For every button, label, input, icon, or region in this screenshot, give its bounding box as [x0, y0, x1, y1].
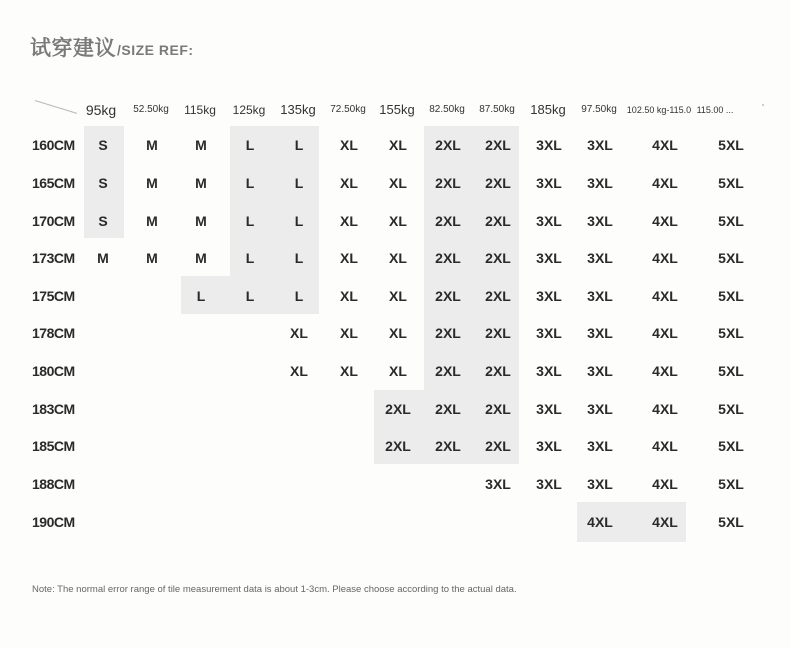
size-cell: M	[146, 175, 158, 191]
size-cell: 3XL	[536, 363, 562, 379]
weight-header: 82.50kg	[429, 104, 465, 115]
size-cell: XL	[340, 325, 358, 341]
weight-header: 95kg	[85, 101, 117, 118]
size-cell: 4XL	[652, 213, 678, 229]
size-cell: 3XL	[536, 325, 562, 341]
size-cell: 5XL	[718, 250, 744, 266]
size-cell: 2XL	[385, 438, 411, 454]
size-cell: 3XL	[587, 213, 613, 229]
size-cell: L	[294, 175, 304, 191]
size-cell: 3XL	[536, 175, 562, 191]
weight-header: 102.50 kg-115.0	[626, 104, 692, 115]
height-label: 190CM	[32, 514, 75, 530]
size-cell: L	[245, 250, 255, 266]
size-cell: 2XL	[435, 325, 461, 341]
size-cell: 4XL	[652, 363, 678, 379]
size-cell: 5XL	[718, 175, 744, 191]
weight-header: 125kg	[232, 102, 266, 117]
size-cell: 4XL	[652, 325, 678, 341]
size-cell: 4XL	[652, 250, 678, 266]
size-cell: S	[98, 137, 108, 153]
size-cell: L	[294, 213, 304, 229]
height-label: 170CM	[32, 213, 75, 229]
size-cell: 3XL	[587, 325, 613, 341]
size-cell: 4XL	[652, 476, 678, 492]
size-cell: 4XL	[652, 401, 678, 417]
measurement-note: Note: The normal error range of tile measurement data is about 1-3cm. Please choose according to the actual data.	[32, 584, 517, 595]
size-cell: 2XL	[435, 250, 461, 266]
size-cell: L	[294, 137, 304, 153]
size-cell: XL	[340, 288, 358, 304]
size-cell: M	[146, 250, 158, 266]
size-cell: 5XL	[718, 363, 744, 379]
size-cell: 3XL	[587, 137, 613, 153]
size-cell: 5XL	[718, 514, 744, 530]
size-cell: XL	[290, 363, 308, 379]
size-cell: 3XL	[587, 363, 613, 379]
shade-l-upper	[230, 126, 319, 276]
size-cell: 4XL	[652, 175, 678, 191]
size-cell: 2XL	[435, 213, 461, 229]
size-cell: 4XL	[652, 137, 678, 153]
weight-header: 97.50kg	[581, 104, 617, 115]
size-cell: M	[146, 213, 158, 229]
height-label: 165CM	[32, 175, 75, 191]
size-cell: M	[146, 137, 158, 153]
height-label: 180CM	[32, 363, 75, 379]
height-label: 160CM	[32, 137, 75, 153]
size-cell: 4XL	[652, 288, 678, 304]
size-cell: 5XL	[718, 438, 744, 454]
size-cell: XL	[340, 363, 358, 379]
size-cell: L	[245, 175, 255, 191]
header-dot	[762, 104, 764, 106]
size-cell: 2XL	[485, 175, 511, 191]
size-cell: 5XL	[718, 288, 744, 304]
height-label: 178CM	[32, 325, 75, 341]
size-cell: M	[195, 137, 207, 153]
size-cell: 5XL	[718, 476, 744, 492]
size-cell: L	[196, 288, 206, 304]
size-cell: XL	[389, 288, 407, 304]
size-cell: M	[195, 175, 207, 191]
size-cell: 2XL	[435, 363, 461, 379]
size-cell: L	[245, 213, 255, 229]
size-cell: 3XL	[536, 401, 562, 417]
height-label: 183CM	[32, 401, 75, 417]
size-cell: 3XL	[587, 250, 613, 266]
size-cell: 3XL	[536, 288, 562, 304]
size-cell: S	[98, 213, 108, 229]
size-cell: 2XL	[485, 288, 511, 304]
size-cell: 3XL	[587, 288, 613, 304]
weight-header: 52.50kg	[133, 104, 169, 115]
size-cell: 2XL	[435, 137, 461, 153]
size-cell: L	[294, 250, 304, 266]
size-cell: 4XL	[652, 514, 678, 530]
page-title	[30, 32, 194, 62]
height-label: 185CM	[32, 438, 75, 454]
size-cell: XL	[290, 325, 308, 341]
title-sub: /SIZE REF:	[117, 42, 194, 58]
weight-header: 135kg	[280, 102, 316, 118]
size-cell: 5XL	[718, 213, 744, 229]
height-label: 175CM	[32, 288, 75, 304]
size-cell: M	[195, 250, 207, 266]
size-cell: 2XL	[435, 175, 461, 191]
weight-header: 155kg	[379, 102, 415, 118]
size-cell: 2XL	[435, 288, 461, 304]
height-label: 188CM	[32, 476, 75, 492]
title-main: 试穿建议	[30, 36, 116, 60]
corner-diagonal-line	[35, 100, 77, 114]
size-cell: 3XL	[536, 438, 562, 454]
size-cell: 3XL	[587, 175, 613, 191]
size-cell: 3XL	[587, 438, 613, 454]
size-cell: XL	[340, 250, 358, 266]
size-cell: 2XL	[485, 250, 511, 266]
size-cell: 3XL	[536, 137, 562, 153]
size-cell: 3XL	[536, 476, 562, 492]
size-cell: 2XL	[485, 213, 511, 229]
size-cell: XL	[389, 250, 407, 266]
size-cell: 2XL	[435, 438, 461, 454]
size-cell: XL	[389, 137, 407, 153]
size-cell: 5XL	[718, 325, 744, 341]
size-cell: 2XL	[485, 401, 511, 417]
size-cell: 2XL	[485, 137, 511, 153]
size-cell: L	[245, 137, 255, 153]
size-cell: XL	[389, 363, 407, 379]
weight-header: 87.50kg	[479, 104, 515, 115]
size-cell: L	[245, 288, 255, 304]
size-cell: M	[195, 213, 207, 229]
size-cell: 3XL	[587, 401, 613, 417]
size-cell: 5XL	[718, 401, 744, 417]
size-cell: 5XL	[718, 137, 744, 153]
size-cell: 2XL	[485, 325, 511, 341]
weight-header: 185kg	[530, 102, 566, 118]
size-cell: 2XL	[485, 438, 511, 454]
size-cell: XL	[340, 175, 358, 191]
size-cell: L	[294, 288, 304, 304]
size-cell: XL	[389, 175, 407, 191]
size-cell: XL	[389, 325, 407, 341]
size-cell: 4XL	[652, 438, 678, 454]
size-cell: S	[98, 175, 108, 191]
size-cell: 2XL	[485, 363, 511, 379]
size-cell: 3XL	[485, 476, 511, 492]
weight-header: 115kg	[184, 102, 216, 117]
weight-header: 72.50kg	[330, 104, 366, 115]
size-cell: XL	[340, 137, 358, 153]
size-cell: 2XL	[385, 401, 411, 417]
size-cell: 3XL	[536, 250, 562, 266]
size-cell: 3XL	[536, 213, 562, 229]
weight-header: 115.00 ...	[696, 104, 734, 115]
size-cell: XL	[389, 213, 407, 229]
size-cell: XL	[340, 213, 358, 229]
size-cell: 3XL	[587, 476, 613, 492]
size-cell: M	[97, 250, 109, 266]
height-label: 173CM	[32, 250, 75, 266]
size-cell: 4XL	[587, 514, 613, 530]
size-cell: 2XL	[435, 401, 461, 417]
